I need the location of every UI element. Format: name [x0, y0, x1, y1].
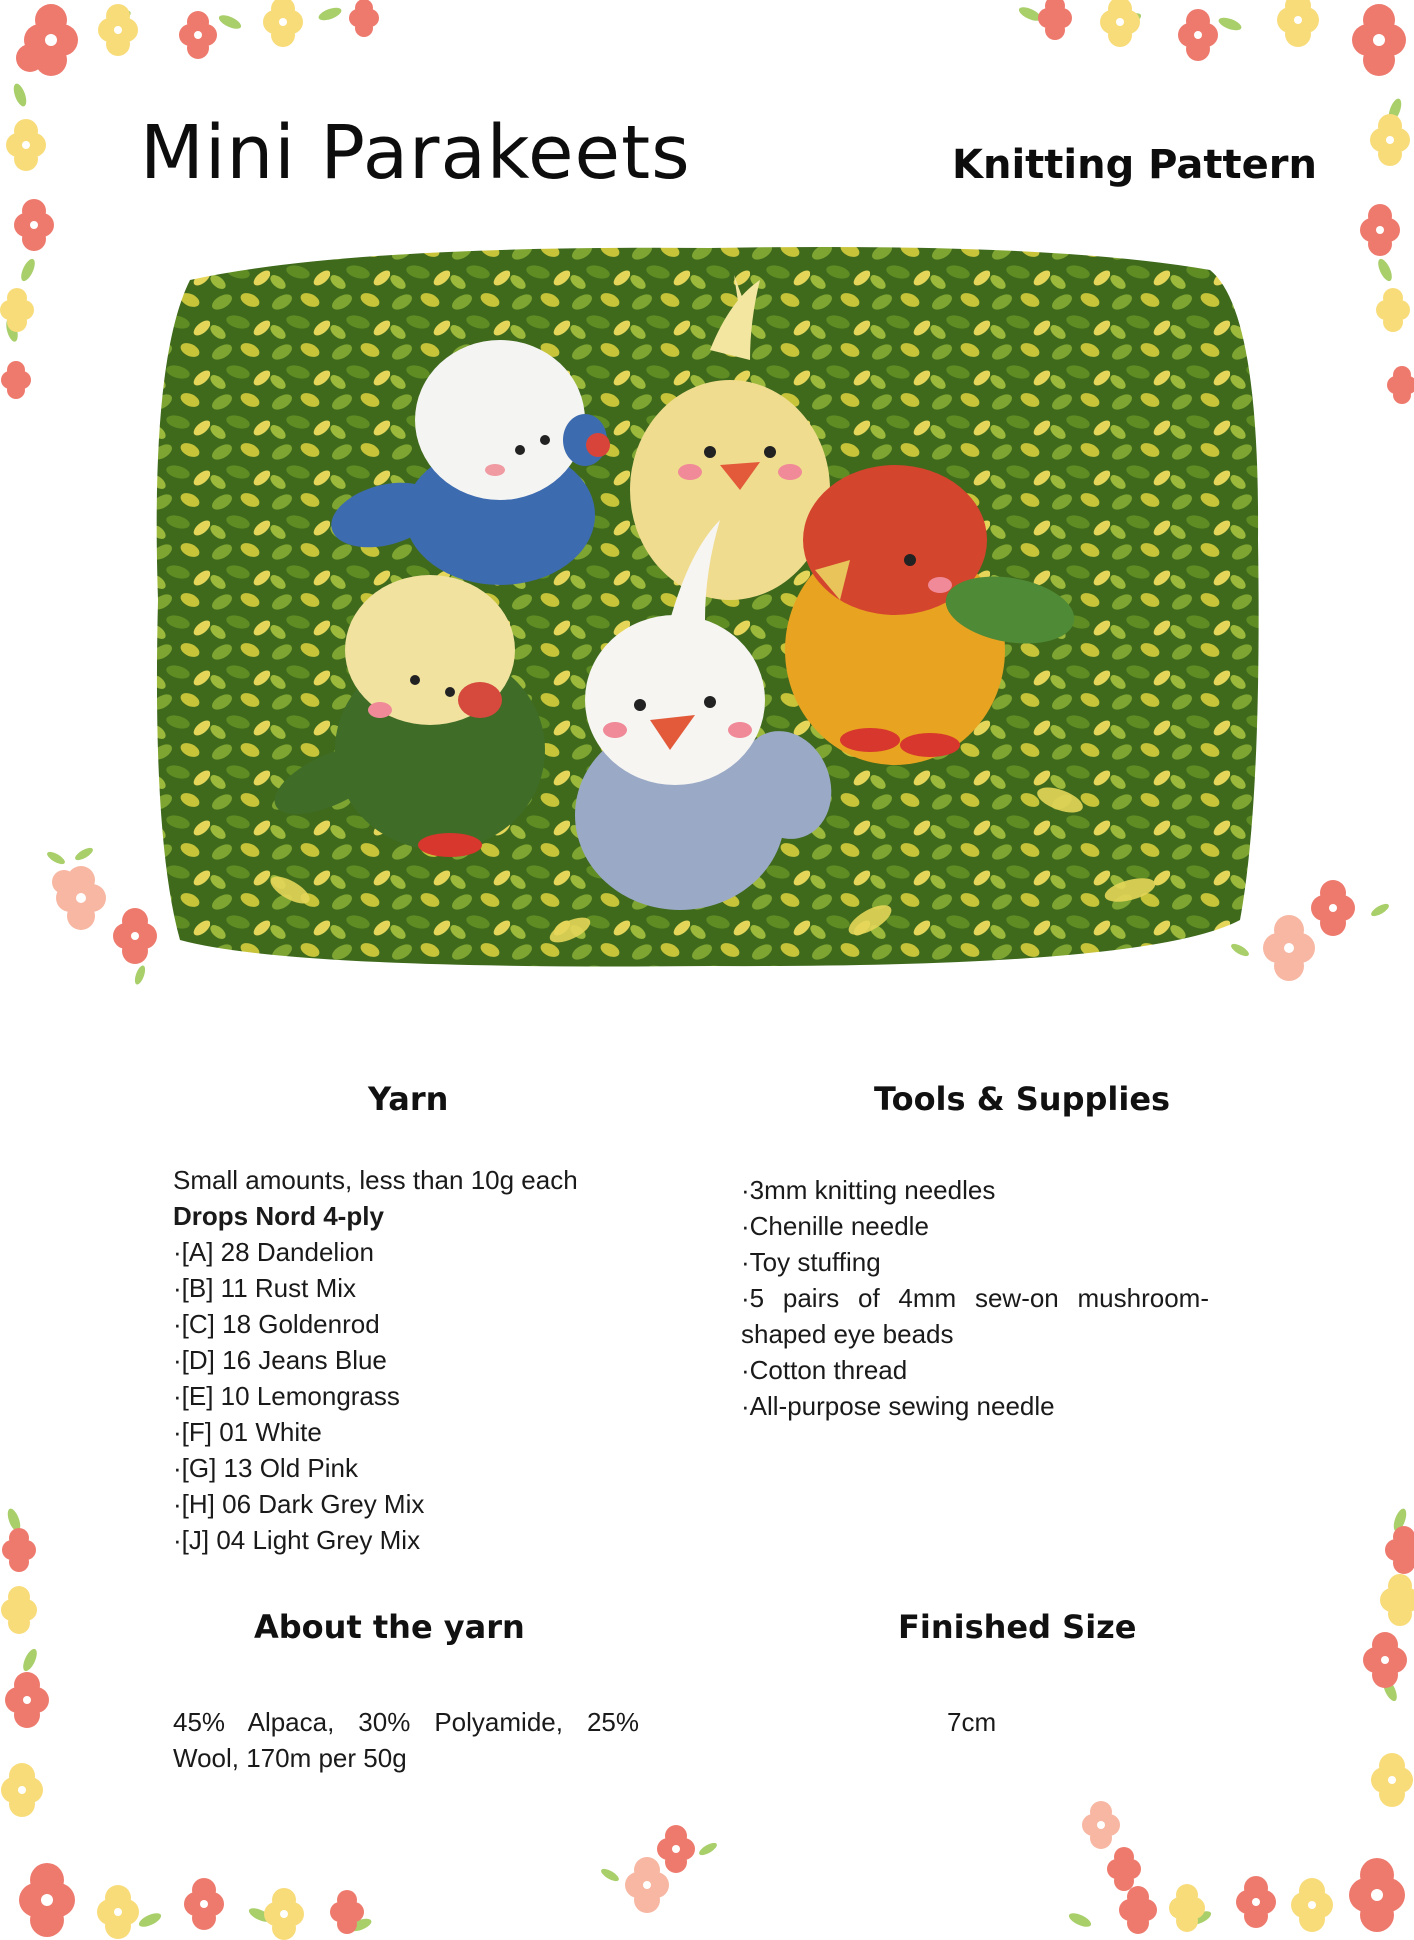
- finished-size-value: 7cm: [947, 1707, 997, 1737]
- list-item: ·Chenille needle: [741, 1211, 929, 1241]
- about-yarn-text: [173, 1704, 639, 1776]
- finished-size-heading: Finished Size: [898, 1608, 1137, 1646]
- hero-photo: [150, 240, 1264, 973]
- list-item: ·[H] 06 Dark Grey Mix: [173, 1489, 425, 1519]
- flower-cluster-bottom-right-small: [1065, 1795, 1155, 1905]
- yarn-heading: Yarn: [368, 1080, 449, 1118]
- list-item: ·[D] 16 Jeans Blue: [173, 1345, 387, 1375]
- yarn-intro: Small amounts, less than 10g each: [173, 1165, 578, 1195]
- list-item: ·Cotton thread: [741, 1355, 908, 1385]
- list-item: ·[A] 28 Dandelion: [173, 1237, 374, 1267]
- list-item: ·3mm knitting needles: [741, 1175, 996, 1205]
- about-yarn-body: 45% Alpaca, 30% Polyamide, 25% Wool, 170m per 50g: [173, 1707, 639, 1773]
- list-item: ·Toy stuffing: [741, 1247, 881, 1277]
- list-item: ·[F] 01 White: [173, 1417, 322, 1447]
- about-yarn-heading: About the yarn: [254, 1608, 525, 1646]
- list-item: ·[J] 04 Light Grey Mix: [173, 1525, 421, 1555]
- flower-cluster-bottom-center: [600, 1825, 720, 1915]
- tools-list: [741, 1172, 1209, 1424]
- list-item: ·[B] 11 Rust Mix: [173, 1273, 357, 1303]
- tools-heading: Tools & Supplies: [874, 1080, 1171, 1118]
- yarn-list: [173, 1162, 578, 1558]
- list-item: ·5 pairs of 4mm sew-on mushroom-shaped eye beads: [741, 1283, 1209, 1349]
- list-item: ·[C] 18 Goldenrod: [173, 1309, 380, 1339]
- page-title: Mini Parakeets: [140, 110, 691, 196]
- list-item: ·[E] 10 Lemongrass: [173, 1381, 400, 1411]
- page-subtitle: Knitting Pattern: [952, 142, 1317, 188]
- list-item: ·All-purpose sewing needle: [741, 1391, 1055, 1421]
- list-item: ·[G] 13 Old Pink: [173, 1453, 358, 1483]
- yarn-brand: Drops Nord 4-ply: [173, 1201, 384, 1231]
